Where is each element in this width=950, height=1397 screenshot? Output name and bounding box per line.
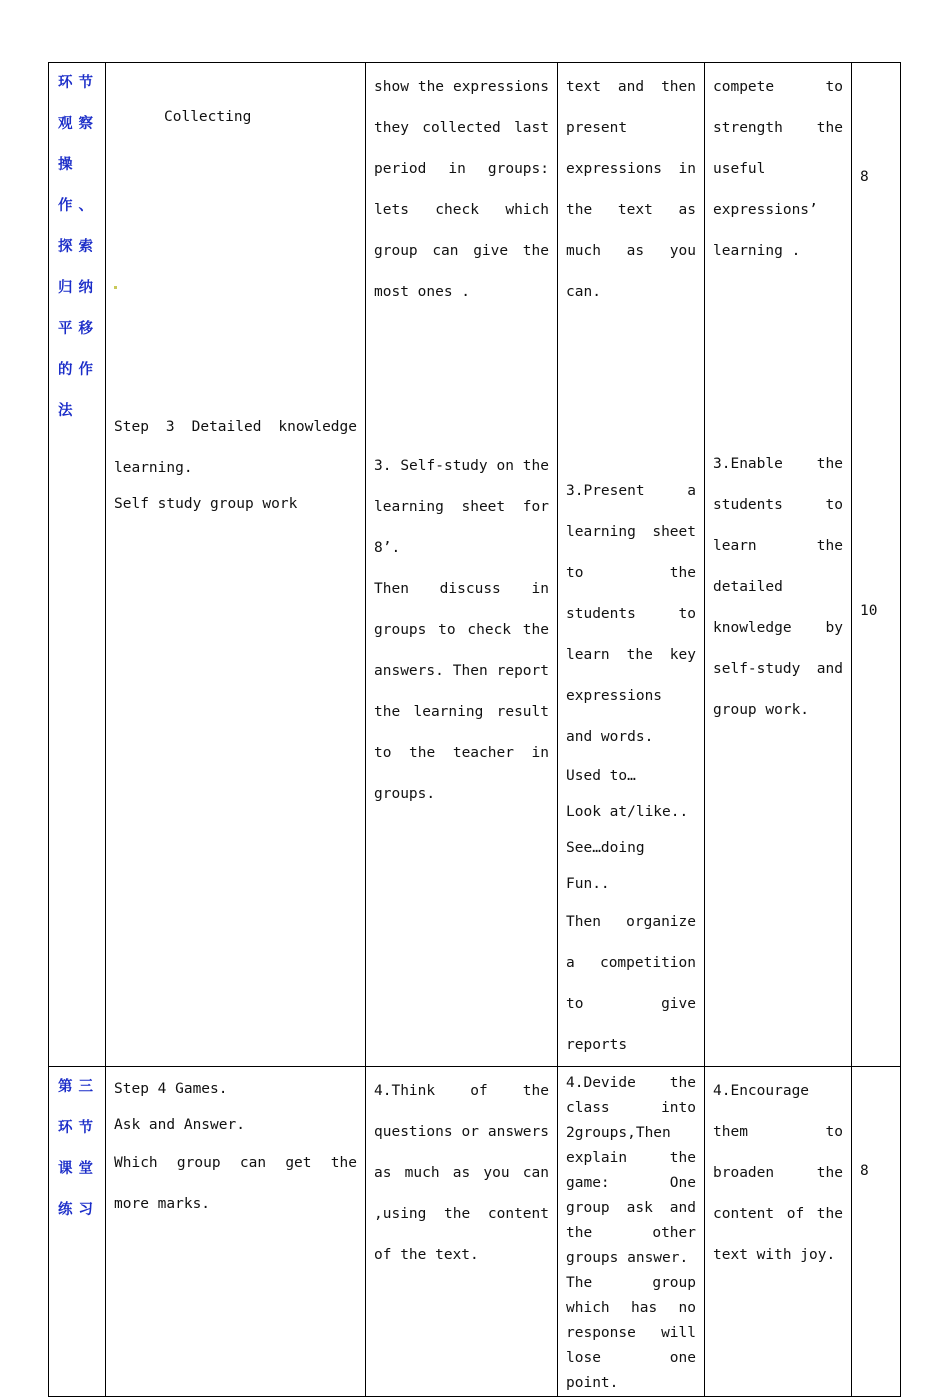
competition-text: Then organize a competition to give reports [566, 914, 696, 1053]
stage-cell [49, 1067, 106, 1397]
table-row [49, 1067, 901, 1397]
stage-label: 环节观察操作、探索归纳平移的作法 [58, 75, 99, 419]
step3-subtitle: Self study group work [114, 496, 298, 512]
think-questions-text: 4.Think of the questions or answers as much as you can ,using the content of the text. [374, 1083, 549, 1263]
minutes-value: 10 [860, 603, 878, 619]
step4-question: Which group can get the more marks. [114, 1155, 357, 1212]
collecting-label: Collecting [164, 109, 252, 125]
student-activity-cell [558, 1067, 705, 1397]
teacher-activity-cell [366, 63, 558, 1067]
stage-cell [49, 63, 106, 1067]
game-rule-text: The group which has no response will lose one point. [566, 1275, 696, 1391]
key-expression-item: See…doing [566, 840, 645, 856]
game-explanation-text: 4.Devide the class into 2groups,Then explain the game: One group ask and the other groups answer. [566, 1075, 696, 1266]
purpose-cell [705, 1067, 852, 1397]
teacher-activity-cell [366, 1067, 558, 1397]
minutes-value: 8 [860, 169, 869, 185]
minutes-cell [852, 1067, 901, 1397]
key-expression-item: Fun.. [566, 876, 610, 892]
self-study-task: 3. Self-study on the learning sheet for 8’. [374, 458, 549, 556]
key-expression-item: Look at/like.. [566, 804, 689, 820]
minutes-cell [852, 63, 901, 1067]
step4-title: Step 4 Games. [114, 1081, 228, 1097]
collect-instructions: show the expressions they collected last period in groups: lets check which group can give the most ones . [374, 79, 549, 300]
stage-label: 第三环节课堂练习 [58, 1079, 99, 1218]
step4-subtitle: Ask and Answer. [114, 1117, 245, 1133]
minutes-value: 8 [860, 1163, 869, 1179]
key-expression-item: Used to… [566, 768, 636, 784]
compete-purpose: compete to strength the useful expressions’ learning . [713, 79, 843, 259]
enable-purpose: 3.Enable the students to learn the detailed knowledge by self-study and group work. [713, 456, 843, 718]
student-activity-cell [558, 63, 705, 1067]
present-expressions-text: text and then present expressions in the text as much as you can. [566, 79, 696, 300]
purpose-cell [705, 63, 852, 1067]
lesson-plan-table [48, 62, 901, 1397]
activity-cell [106, 1067, 366, 1397]
discussion-task: Then discuss in groups to check the answers. Then report the learning result to the teacher in groups. [374, 581, 549, 802]
step3-title: Step 3 Detailed knowledge learning. [114, 419, 357, 476]
activity-cell [106, 63, 366, 1067]
table-row [49, 63, 901, 1067]
encourage-purpose: 4.Encourage them to broaden the content of the text with joy. [713, 1083, 843, 1263]
learning-sheet-text: 3.Present a learning sheet to the students to learn the key expressions and words. [566, 483, 696, 745]
